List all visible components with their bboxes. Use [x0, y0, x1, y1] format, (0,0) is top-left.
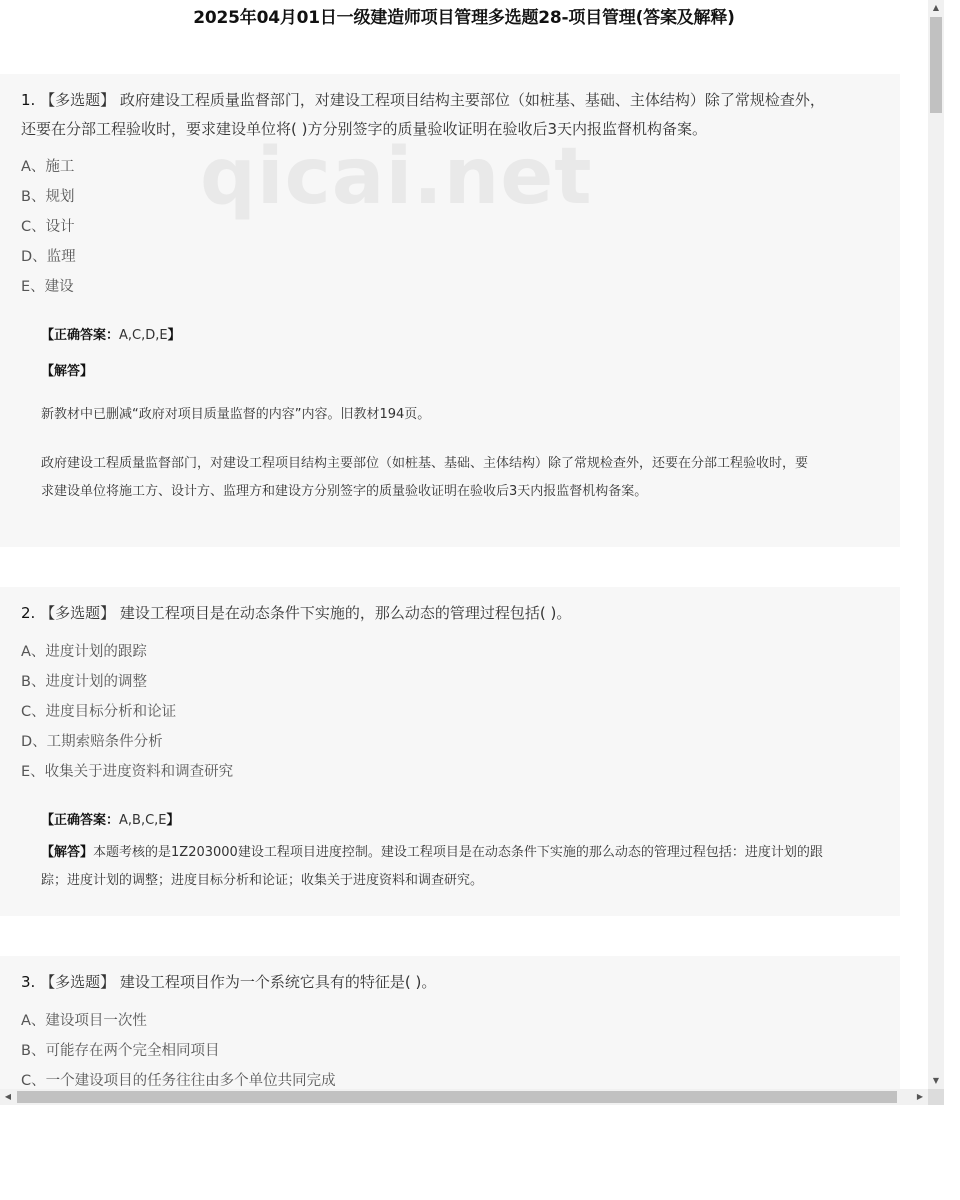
vertical-scrollbar[interactable] — [928, 0, 944, 1089]
option-a[interactable]: A、施工 — [21, 159, 75, 175]
option-d[interactable]: D、监理 — [21, 249, 76, 265]
question-number: 3. — [21, 973, 36, 991]
option-d[interactable]: D、工期索赔条件分析 — [21, 734, 163, 750]
page-title: 2025年04月01日一级建造师项目管理多选题28-项目管理(答案及解释) — [193, 8, 735, 28]
correct-answer-label: 【正确答案： — [41, 813, 120, 828]
question-number: 2. — [21, 604, 36, 622]
question-stem-line: 还要在分部工程验收时，要求建设单位将( )方分别签字的质量验收证明在验收后3天内报监督机构备案。 — [21, 120, 708, 138]
scroll-up-arrow-icon[interactable]: ▲ — [932, 3, 940, 12]
correct-answer — [41, 324, 181, 343]
question-stem-line: 建设工程项目作为一个系统它具有的特征是( )。 — [119, 973, 437, 991]
correct-answer-value: A,B,C,E — [119, 813, 167, 828]
question-number: 1. — [21, 91, 36, 109]
scrollbar-corner — [928, 1089, 944, 1105]
option-c[interactable]: C、设计 — [21, 219, 75, 235]
scroll-down-arrow-icon[interactable]: ▼ — [932, 1076, 940, 1085]
option-b[interactable]: B、进度计划的调整 — [21, 674, 147, 690]
analysis-label: 【解答】 — [41, 845, 94, 860]
explanation-line: 本题考核的是1Z203000建设工程项目进度控制。建设工程项目是在动态条件下实施的那么动态的管理过程包括：进度计划的跟 — [93, 845, 823, 860]
option-b[interactable]: B、规划 — [21, 189, 75, 205]
explanation-paragraph — [41, 839, 881, 895]
explanation-line: 踪；进度计划的调整；进度目标分析和论证；收集关于进度资料和调查研究。 — [41, 873, 484, 888]
option-a[interactable]: A、建设项目一次性 — [21, 1013, 147, 1029]
horizontal-scrollbar[interactable] — [0, 1089, 928, 1105]
correct-answer-label: 【正确答案： — [41, 328, 120, 343]
question-type-tag: 【多选题】 — [40, 604, 116, 622]
option-a[interactable]: A、进度计划的跟踪 — [21, 644, 147, 660]
option-e[interactable]: E、建设 — [21, 279, 74, 295]
question-stem-line: 政府建设工程质量监督部门，对建设工程项目结构主要部位（如桩基、基础、主体结构）除了常规检查外， — [119, 91, 825, 109]
question-3-text — [21, 968, 881, 997]
vertical-scroll-thumb[interactable] — [930, 17, 942, 113]
question-type-tag: 【多选题】 — [40, 91, 116, 109]
explanation-paragraph-2 — [41, 450, 881, 506]
option-c[interactable]: C、进度目标分析和论证 — [21, 704, 177, 720]
question-2-text — [21, 599, 881, 628]
question-type-tag: 【多选题】 — [40, 973, 116, 991]
explanation-paragraph-1: 新教材中已删减“政府对项目质量监督的内容”内容。旧教材194页。 — [41, 407, 431, 422]
question-stem-line: 建设工程项目是在动态条件下实施的，那么动态的管理过程包括( )。 — [119, 604, 572, 622]
analysis-label: 【解答】 — [41, 364, 94, 379]
watermark: qicai.net — [200, 132, 593, 222]
option-b[interactable]: B、可能存在两个完全相同项目 — [21, 1043, 220, 1059]
option-e[interactable]: E、收集关于进度资料和调查研究 — [21, 764, 234, 780]
correct-answer-close: 】 — [166, 813, 180, 828]
scroll-left-arrow-icon[interactable]: ◀ — [4, 1092, 12, 1101]
explanation-line: 政府建设工程质量监督部门，对建设工程项目结构主要部位（如桩基、基础、主体结构）除了常规检查外，还要在分部工程验收时，要 — [41, 456, 809, 471]
correct-answer-value: A,C,D,E — [119, 328, 168, 343]
correct-answer — [41, 809, 180, 828]
horizontal-scroll-thumb[interactable] — [17, 1091, 897, 1103]
option-c[interactable]: C、一个建设项目的任务往往由多个单位共同完成 — [21, 1073, 336, 1089]
correct-answer-close: 】 — [167, 328, 181, 343]
scroll-right-arrow-icon[interactable]: ▶ — [916, 1092, 924, 1101]
explanation-line: 求建设单位将施工方、设计方、监理方和建设方分别签字的质量验收证明在验收后3天内报监督机构备案。 — [41, 484, 648, 499]
